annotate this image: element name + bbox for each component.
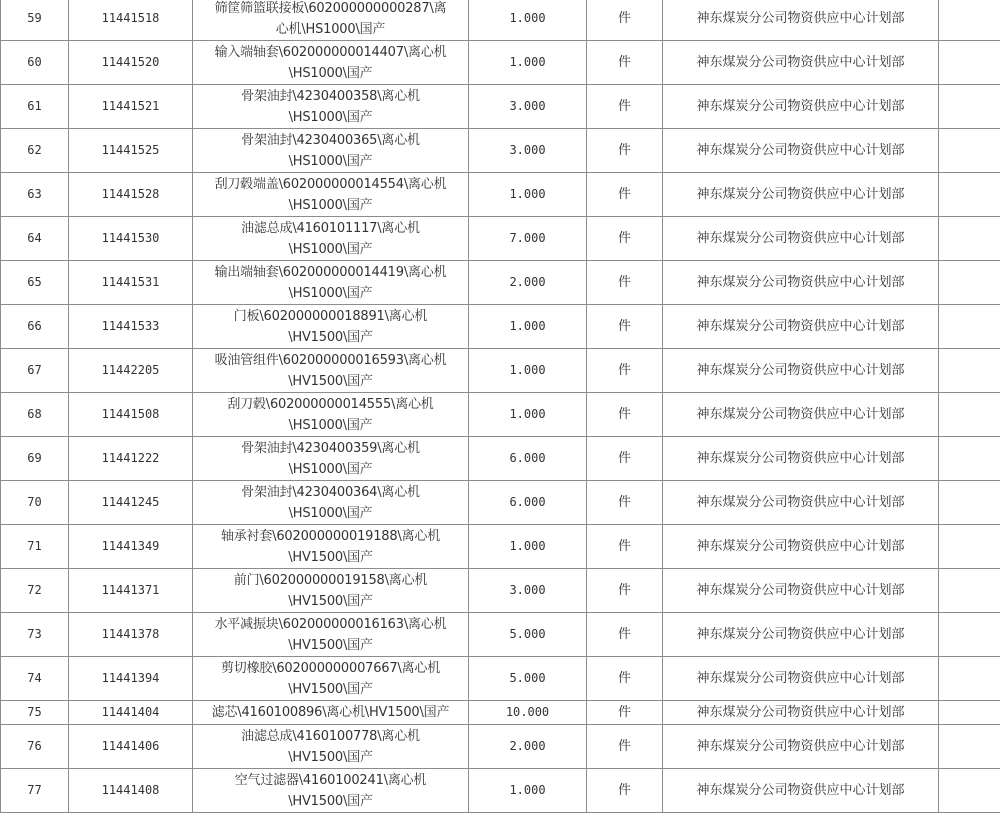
row-quantity-cell: 6.000 (469, 437, 587, 481)
row-description-cell (193, 481, 469, 525)
row-department-cell: 神东煤炭分公司物资供应中心计划部 (663, 261, 939, 305)
table-row (1, 305, 1000, 349)
row-unit-cell: 件 (587, 725, 663, 769)
description-line-2: \HV1500\国产 (288, 329, 373, 345)
description-line-1: 输入端轴套\602000000014407\离心机 (214, 44, 447, 60)
row-code-cell: 11441222 (69, 437, 193, 481)
row-note-cell (939, 41, 1000, 85)
row-unit-cell: 件 (587, 129, 663, 173)
row-unit-cell: 件 (587, 525, 663, 569)
row-quantity-cell: 1.000 (469, 393, 587, 437)
row-seq-cell: 68 (1, 393, 69, 437)
row-department-cell: 神东煤炭分公司物资供应中心计划部 (663, 85, 939, 129)
row-department-cell: 神东煤炭分公司物资供应中心计划部 (663, 657, 939, 701)
row-unit-cell: 件 (587, 217, 663, 261)
row-department-cell: 神东煤炭分公司物资供应中心计划部 (663, 725, 939, 769)
row-department-cell: 神东煤炭分公司物资供应中心计划部 (663, 569, 939, 613)
row-quantity-cell: 3.000 (469, 129, 587, 173)
row-code-cell: 11441371 (69, 569, 193, 613)
row-code-cell: 11441408 (69, 769, 193, 813)
row-quantity-cell: 7.000 (469, 217, 587, 261)
row-quantity-cell: 1.000 (469, 349, 587, 393)
row-quantity-cell: 5.000 (469, 657, 587, 701)
row-quantity-cell: 2.000 (469, 725, 587, 769)
table-row (1, 129, 1000, 173)
table-row (1, 725, 1000, 769)
row-quantity-cell: 1.000 (469, 769, 587, 813)
row-code-cell: 11441520 (69, 41, 193, 85)
description-line-1: 刮刀毂\602000000014555\离心机 (227, 396, 434, 412)
row-note-cell (939, 769, 1000, 813)
row-quantity-cell: 10.000 (469, 701, 587, 725)
description-line-1: 吸油管组件\602000000016593\离心机 (214, 352, 447, 368)
row-code-cell: 11441533 (69, 305, 193, 349)
row-department-cell: 神东煤炭分公司物资供应中心计划部 (663, 393, 939, 437)
row-seq-cell: 73 (1, 613, 69, 657)
description-line-2: \HS1000\国产 (288, 109, 373, 125)
row-note-cell (939, 657, 1000, 701)
row-seq-cell: 75 (1, 701, 69, 725)
row-quantity-cell: 1.000 (469, 305, 587, 349)
row-description-cell (193, 525, 469, 569)
row-department-cell: 神东煤炭分公司物资供应中心计划部 (663, 217, 939, 261)
row-description-cell (193, 349, 469, 393)
row-quantity-cell: 5.000 (469, 613, 587, 657)
table-row (1, 349, 1000, 393)
row-department-cell: 神东煤炭分公司物资供应中心计划部 (663, 0, 939, 41)
row-unit-cell: 件 (587, 305, 663, 349)
table-row (1, 437, 1000, 481)
description-line-1: 骨架油封\4230400364\离心机 (241, 484, 420, 500)
row-description-cell (193, 437, 469, 481)
row-description-cell (193, 769, 469, 813)
row-seq-cell: 70 (1, 481, 69, 525)
row-code-cell: 11441530 (69, 217, 193, 261)
row-seq-cell: 65 (1, 261, 69, 305)
row-note-cell (939, 393, 1000, 437)
table-row (1, 701, 1000, 725)
row-note-cell (939, 701, 1000, 725)
row-note-cell (939, 525, 1000, 569)
description-line-1: 油滤总成\4160101117\离心机 (241, 220, 420, 236)
row-code-cell: 11441508 (69, 393, 193, 437)
row-unit-cell: 件 (587, 569, 663, 613)
table-row (1, 41, 1000, 85)
row-quantity-cell: 3.000 (469, 569, 587, 613)
row-quantity-cell: 1.000 (469, 173, 587, 217)
row-description-cell (193, 657, 469, 701)
row-description-cell (193, 393, 469, 437)
table-row (1, 393, 1000, 437)
row-code-cell: 11441525 (69, 129, 193, 173)
row-description-cell (193, 217, 469, 261)
table-row (1, 657, 1000, 701)
description-line-1: 水平减振块\602000000016163\离心机 (214, 616, 447, 632)
table-row (1, 569, 1000, 613)
row-unit-cell: 件 (587, 261, 663, 305)
description-line-1: 空气过滤器\4160100241\离心机 (234, 772, 427, 788)
table-row (1, 525, 1000, 569)
row-department-cell: 神东煤炭分公司物资供应中心计划部 (663, 701, 939, 725)
row-code-cell: 11442205 (69, 349, 193, 393)
table-row (1, 769, 1000, 813)
table-row (1, 261, 1000, 305)
row-seq-cell: 60 (1, 41, 69, 85)
row-unit-cell: 件 (587, 437, 663, 481)
row-department-cell: 神东煤炭分公司物资供应中心计划部 (663, 525, 939, 569)
row-note-cell (939, 569, 1000, 613)
table-row (1, 613, 1000, 657)
description-line-2: \HS1000\国产 (288, 197, 373, 213)
row-department-cell: 神东煤炭分公司物资供应中心计划部 (663, 437, 939, 481)
description-line-2: \HS1000\国产 (288, 417, 373, 433)
row-seq-cell: 77 (1, 769, 69, 813)
description-line-1: 骨架油封\4230400359\离心机 (241, 440, 420, 456)
row-unit-cell: 件 (587, 349, 663, 393)
row-department-cell: 神东煤炭分公司物资供应中心计划部 (663, 769, 939, 813)
table-row (1, 481, 1000, 525)
row-code-cell: 11441518 (69, 0, 193, 41)
row-description-cell (193, 725, 469, 769)
description-line-1: 轴承衬套\602000000019188\离心机 (220, 528, 441, 544)
row-description-cell (193, 305, 469, 349)
row-description-cell (193, 0, 469, 41)
row-note-cell (939, 0, 1000, 41)
row-description-cell (193, 261, 469, 305)
description-line-2: \HV1500\国产 (288, 749, 373, 765)
row-code-cell: 11441521 (69, 85, 193, 129)
row-seq-cell: 72 (1, 569, 69, 613)
row-unit-cell: 件 (587, 613, 663, 657)
description-line-1: 滤芯\4160100896\离心机\HV1500\国产 (211, 705, 450, 720)
row-code-cell: 11441245 (69, 481, 193, 525)
row-description-cell (193, 173, 469, 217)
row-code-cell: 11441394 (69, 657, 193, 701)
description-line-2: \HS1000\国产 (288, 285, 373, 301)
description-line-2: \HS1000\国产 (288, 153, 373, 169)
row-unit-cell: 件 (587, 393, 663, 437)
row-quantity-cell: 1.000 (469, 0, 587, 41)
description-line-2: \HS1000\国产 (288, 241, 373, 257)
description-line-2: 心机\HS1000\国产 (275, 21, 386, 37)
description-line-1: 剪切橡胶\602000000007667\离心机 (220, 660, 441, 676)
description-line-1: 骨架油封\4230400365\离心机 (241, 132, 420, 148)
row-unit-cell: 件 (587, 769, 663, 813)
row-seq-cell: 61 (1, 85, 69, 129)
description-line-2: \HV1500\国产 (288, 681, 373, 697)
table-row (1, 173, 1000, 217)
row-quantity-cell: 2.000 (469, 261, 587, 305)
description-line-1: 刮刀毂端盖\602000000014554\离心机 (214, 176, 447, 192)
row-note-cell (939, 349, 1000, 393)
description-line-2: \HV1500\国产 (288, 593, 373, 609)
description-line-2: \HV1500\国产 (288, 637, 373, 653)
row-unit-cell: 件 (587, 0, 663, 41)
row-note-cell (939, 305, 1000, 349)
description-line-2: \HS1000\国产 (288, 505, 373, 521)
description-line-1: 骨架油封\4230400358\离心机 (241, 88, 420, 104)
row-note-cell (939, 173, 1000, 217)
row-note-cell (939, 613, 1000, 657)
row-note-cell (939, 129, 1000, 173)
row-code-cell: 11441349 (69, 525, 193, 569)
row-unit-cell: 件 (587, 85, 663, 129)
row-seq-cell: 66 (1, 305, 69, 349)
row-department-cell: 神东煤炭分公司物资供应中心计划部 (663, 129, 939, 173)
row-seq-cell: 71 (1, 525, 69, 569)
row-department-cell: 神东煤炭分公司物资供应中心计划部 (663, 613, 939, 657)
row-code-cell: 11441378 (69, 613, 193, 657)
row-seq-cell: 59 (1, 0, 69, 41)
row-department-cell: 神东煤炭分公司物资供应中心计划部 (663, 305, 939, 349)
row-description-cell (193, 129, 469, 173)
row-code-cell: 11441406 (69, 725, 193, 769)
row-note-cell (939, 725, 1000, 769)
row-unit-cell: 件 (587, 481, 663, 525)
row-seq-cell: 64 (1, 217, 69, 261)
row-note-cell (939, 481, 1000, 525)
row-description-cell (193, 613, 469, 657)
description-line-2: \HV1500\国产 (288, 549, 373, 565)
table-row (1, 0, 1000, 41)
table-body (1, 0, 1000, 813)
row-code-cell: 11441528 (69, 173, 193, 217)
row-department-cell: 神东煤炭分公司物资供应中心计划部 (663, 173, 939, 217)
row-note-cell (939, 85, 1000, 129)
description-line-2: \HV1500\国产 (288, 373, 373, 389)
description-line-1: 筛筐筛篮联接板\602000000000287\离 (214, 0, 447, 16)
row-description-cell (193, 569, 469, 613)
row-quantity-cell: 1.000 (469, 525, 587, 569)
row-note-cell (939, 261, 1000, 305)
row-seq-cell: 67 (1, 349, 69, 393)
row-description-cell (193, 85, 469, 129)
row-quantity-cell: 6.000 (469, 481, 587, 525)
row-seq-cell: 62 (1, 129, 69, 173)
description-line-1: 门板\602000000018891\离心机 (233, 308, 428, 324)
row-quantity-cell: 3.000 (469, 85, 587, 129)
row-note-cell (939, 217, 1000, 261)
row-seq-cell: 76 (1, 725, 69, 769)
row-code-cell: 11441531 (69, 261, 193, 305)
description-line-2: \HS1000\国产 (288, 461, 373, 477)
row-department-cell: 神东煤炭分公司物资供应中心计划部 (663, 41, 939, 85)
row-quantity-cell: 1.000 (469, 41, 587, 85)
row-description-cell (193, 701, 469, 725)
row-code-cell: 11441404 (69, 701, 193, 725)
row-unit-cell: 件 (587, 657, 663, 701)
description-line-1: 前门\602000000019158\离心机 (233, 572, 428, 588)
row-unit-cell: 件 (587, 173, 663, 217)
row-unit-cell: 件 (587, 41, 663, 85)
row-description-cell (193, 41, 469, 85)
description-line-1: 输出端轴套\602000000014419\离心机 (214, 264, 447, 280)
row-note-cell (939, 437, 1000, 481)
row-department-cell: 神东煤炭分公司物资供应中心计划部 (663, 349, 939, 393)
table-row (1, 85, 1000, 129)
description-line-2: \HS1000\国产 (288, 65, 373, 81)
table-row (1, 217, 1000, 261)
description-line-2: \HV1500\国产 (288, 793, 373, 809)
row-seq-cell: 74 (1, 657, 69, 701)
description-line-1: 油滤总成\4160100778\离心机 (241, 728, 420, 744)
row-unit-cell: 件 (587, 701, 663, 725)
row-seq-cell: 69 (1, 437, 69, 481)
row-department-cell: 神东煤炭分公司物资供应中心计划部 (663, 481, 939, 525)
row-seq-cell: 63 (1, 173, 69, 217)
